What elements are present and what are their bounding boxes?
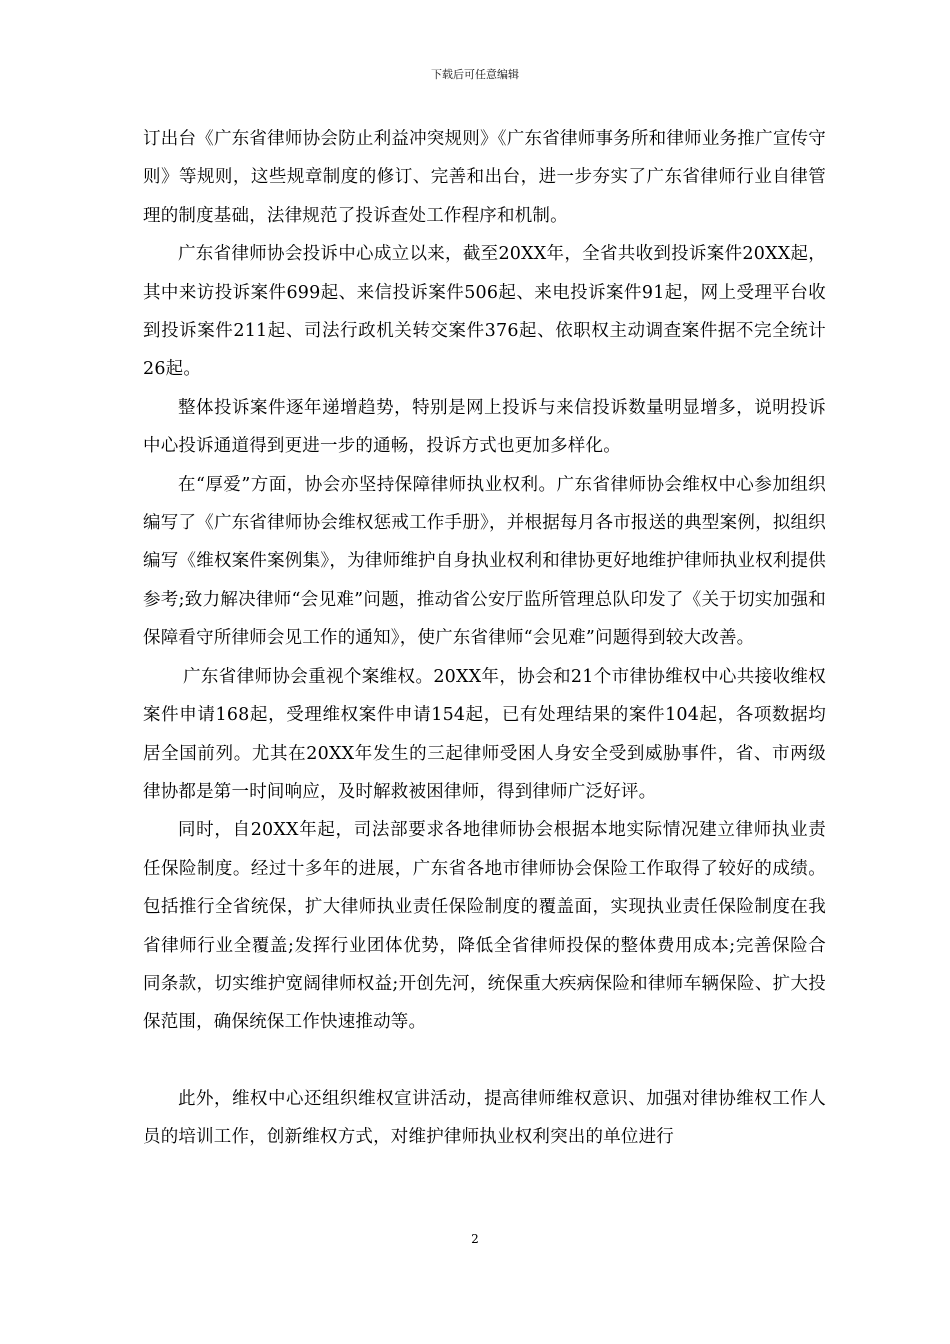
paragraph-case-rights: 广东省律师协会重视个案维权。20XX年，协会和21个市律协维权中心共接收维权案件申请168起，受理维权案件申请154起，已有处理结果的案件104起，各项数据均居全国前列。尤其在20XX年发生的三起律师受困人身安全受到威胁事件，省、市两级律协都是第一时间响应，及时解救被困律师，得到律师广泛好评。 — [143, 666, 826, 802]
paragraph-complaint-trend: 整体投诉案件逐年递增趋势，特别是网上投诉与来信投诉数量明显增多，说明投诉中心投诉通道得到更进一步的通畅，投诉方式也更加多样化。 — [143, 397, 826, 457]
paragraph-advocacy: 此外，维权中心还组织维权宣讲活动，提高律师维权意识、加强对律协维权工作人员的培训工作，创新维权方式，对维护律师执业权利突出的单位进行 — [143, 1088, 826, 1148]
page-header: 下载后可任意编辑 — [431, 68, 519, 81]
paragraph-complaint-center: 广东省律师协会投诉中心成立以来，截至20XX年，全省共收到投诉案件20XX起，其中来访投诉案件699起、来信投诉案件506起、来电投诉案件91起，网上受理平台收到投诉案件211起、司法行政机关转交案件376起、依职权主动调查案件据不完全统计26起。 — [143, 244, 826, 380]
document-body — [143, 120, 826, 1157]
paragraph-insurance: 同时，自20XX年起，司法部要求各地律师协会根据本地实际情况建立律师执业责任保险制度。经过十多年的进展，广东省各地市律师协会保险工作取得了较好的成绩。包括推行全省统保，扩大律师执业责任保险制度的覆盖面，实现执业责任保险制度在我省律师行业全覆盖;发挥行业团体优势，降低全省律师投保的整体费用成本;完善保险合同条款，切实维护宽阔律师权益;开创先河，统保重大疾病保险和律师车辆保险、扩大投保范围，确保统保工作快速推动等。 — [143, 820, 826, 1033]
page-number: 2 — [471, 1232, 479, 1246]
paragraph-continued: 订出台《广东省律师协会防止利益冲突规则》《广东省律师事务所和律师业务推广宣传守则》等规则，这些规章制度的修订、完善和出台，进一步夯实了广东省律师行业自律管理的制度基础，法律规范了投诉查处工作程序和机制。 — [143, 129, 826, 226]
paragraph-rights-protection: 在“厚爱”方面，协会亦坚持保障律师执业权利。广东省律师协会维权中心参加组织编写了《广东省律师协会维权惩戒工作手册》，并根据每月各市报送的典型案例，拟组织编写《维权案件案例集》，为律师维护自身执业权利和律协更好地维护律师执业权利提供参考;致力解决律师“会见难”问题，推动省公安厅监所管理总队印发了《关于切实加强和保障看守所律师会见工作的通知》，使广东省律师“会见难”问题得到较大改善。 — [143, 474, 826, 649]
paragraph-gap — [143, 1042, 826, 1080]
